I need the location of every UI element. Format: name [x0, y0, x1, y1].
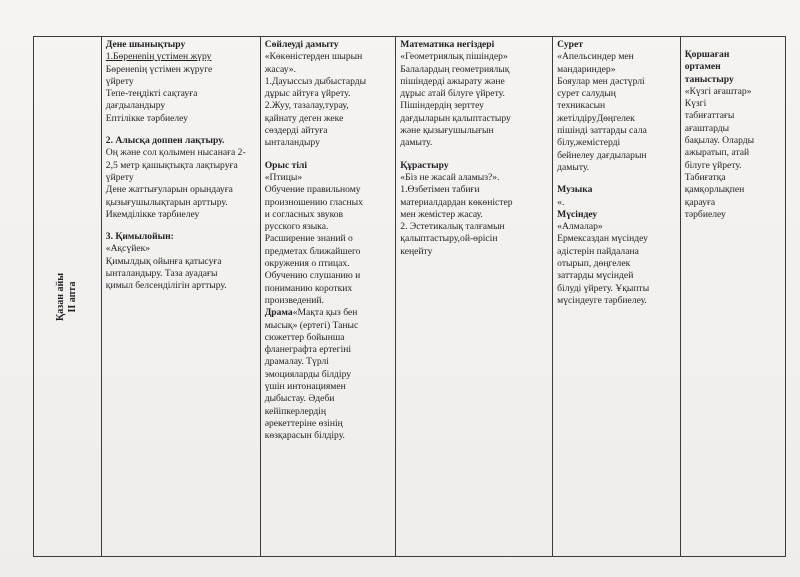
math-line: пішіндерді ажырату және [400, 75, 505, 87]
construction-title: Құрастыру [400, 159, 449, 171]
environment-title: таныстыру [684, 73, 734, 85]
modeling-line: мүсіндеуге тәрбиелеу. [557, 294, 647, 306]
pe-line: Бөренеnің үстімен жүруге [105, 63, 213, 75]
drama-line: драмалау. Түрлі [264, 356, 329, 368]
drawing-line: дамыту. [557, 161, 590, 173]
drawing-line: «Апельсиндер мен [557, 51, 634, 63]
modeling-line: білуді үйрету. Ұқыпты [557, 282, 650, 294]
drama-first-text: «Мақта қыз бен [292, 307, 358, 319]
drama-line: көзқарасын білдіру. [264, 430, 345, 442]
speech-line: жасау». [264, 63, 296, 75]
russian-line: предметах ближайшего [264, 245, 361, 257]
pe-line: қызығушылықтарын арттыру. [105, 196, 228, 208]
pe-line: ынталандыру. Таза ауадағы [105, 268, 218, 280]
period-month: Қазан айы [55, 272, 67, 321]
environment-line: «Күзгі ағаштар» [684, 85, 752, 97]
math-title: Математика негіздері [400, 39, 495, 50]
speech-line: 1.Дауыссыз дыбыстарды [264, 75, 367, 87]
pe-line: Икемділікке тәрбиелеу [105, 208, 200, 220]
environment-line: ағаштарды [684, 122, 730, 134]
pe-line: Тепе-теңдікті сақтауға [105, 88, 198, 100]
environment-title: ортамен [684, 61, 721, 73]
modeling-line: әдістерін пайдалана [557, 245, 639, 257]
russian-line: произведений. [264, 294, 324, 306]
construction-line: 2. Эстетикалық талғамын [400, 221, 505, 233]
modeling-line: «Алмалар» [557, 221, 603, 233]
drama-line: сюжеттер бойынша [264, 331, 345, 343]
lesson-plan-table [33, 36, 786, 557]
drama-title: Драма [264, 307, 293, 319]
russian-line: произношению гласных [264, 196, 363, 208]
modeling-title: Мүсіндеу [557, 208, 598, 220]
math-line: дағдыларын қалыптастыру [400, 112, 511, 124]
music-title: Музыка [557, 184, 593, 196]
pe-line: Ептілікке тәрбиелеу [105, 112, 188, 124]
construction-line: материалдардан көкөністер [400, 196, 513, 208]
environment-line: бақылау. Оларды [684, 135, 755, 147]
math-line: дамыту. [400, 137, 433, 149]
pe-title: Дене шынықтыру [105, 39, 186, 50]
environment-cell [680, 37, 785, 557]
pe-sub1: 1.Бөренеnің үстімен жүру [105, 51, 212, 63]
pe-line: қимыл белсенділігін арттыру. [105, 280, 227, 292]
construction-line: мен жемістер жасау. [400, 208, 483, 220]
drawing-line: Бояулар мен дәстүрлі [557, 75, 645, 87]
drawing-line: пішінді заттарды сала [557, 125, 647, 137]
pe-line: үйрету [105, 75, 134, 87]
construction-line: қалыптастыру,ой-өрісін [400, 233, 498, 245]
period-label [55, 272, 79, 320]
speech-title: Сөйлеуді дамыту [264, 39, 339, 50]
speech-line: қайнату деген жеке [264, 112, 344, 124]
russian-line: «Птицы» [264, 171, 303, 183]
drama-line: фланеграфта ертегіні [264, 344, 352, 356]
speech-line: ынталандыру [264, 137, 320, 149]
period-cell [34, 37, 102, 557]
environment-line: Табиғатқа [684, 171, 726, 183]
environment-line: ажыратып, атай [684, 147, 750, 159]
pe-line: «Ақсүйек» [105, 243, 151, 255]
drama-line: үшін интонациямен [264, 381, 346, 393]
art-cell [553, 37, 681, 557]
pe-line: Қимылдық ойынға қатысуға [105, 255, 222, 267]
speech-line: 2.Жуу, тазалау,турау, [264, 100, 349, 112]
math-line: «Геометриялық пішіндер» [400, 51, 508, 63]
russian-line: Обучение правильному [264, 184, 361, 196]
drawing-line: сурет салудың [557, 88, 616, 100]
pe-sub3-title: 3. Қимылойын: [105, 231, 174, 243]
speech-development-cell [260, 37, 396, 557]
speech-line: дұрыс айтуға үйрету. [264, 88, 351, 100]
music-line: «. [557, 196, 565, 208]
drama-line: мысық» (ертегі) Таныс [264, 319, 359, 331]
modeling-line: Ермексаздан мүсіндеу [557, 233, 648, 245]
drawing-line: техникасын [557, 100, 606, 112]
construction-line: «Біз не жасай аламыз?». [400, 171, 500, 183]
pe-line: үйрету [105, 171, 134, 183]
pe-line: 2,5 метр қашықтықта лақтыруға [105, 159, 238, 171]
mathematics-cell [396, 37, 553, 557]
drama-line: кейіпкерлердің [264, 405, 327, 417]
environment-title: Қоршаған [684, 49, 730, 60]
russian-line: пониманию коротких [264, 282, 353, 294]
russian-line: Расширение знаний о [264, 233, 353, 245]
construction-line: 1.Өзбетімен табиғи [400, 184, 480, 196]
modeling-line: заттарды мүсіндей [557, 270, 634, 282]
pe-line: дағдыландыру [105, 100, 166, 112]
pe-line: Оң және сол қолымен нысанаға 2- [105, 147, 246, 159]
pe-line: Дене жаттығуларын орындауға [105, 184, 233, 196]
speech-line: сөздерді айтуға [264, 125, 328, 137]
drama-first-line [265, 307, 392, 319]
construction-line: кеңейту [400, 245, 433, 257]
period-week: II апта [67, 281, 79, 312]
physical-education-cell [101, 37, 260, 557]
math-line: Пішіндердің зерттеу [400, 100, 484, 112]
russian-line: окружения о птицах. [264, 258, 350, 270]
drama-line: әрекеттеріне өзінің [264, 417, 343, 429]
math-line: Балалардың геометриялық [400, 63, 510, 75]
environment-line: білуге үйрету. [684, 159, 742, 171]
russian-line: русского языка. [264, 221, 329, 233]
drawing-line: бейнелеу дағдыларын [557, 149, 647, 161]
russian-line: и согласных звуков [264, 208, 344, 220]
drawing-line: білу,жемістерді [557, 137, 621, 149]
environment-line: қамқорлықпен [684, 184, 745, 196]
drawing-line: жетілдіруДөңгелек [557, 112, 635, 124]
pe-sub2-title: 2. Алысқа доппен лақтыру. [105, 135, 225, 147]
environment-line: Күзгі [684, 98, 707, 110]
drama-line: дыбыстау. Әдеби [264, 393, 335, 405]
speech-line: «Көкөністерден шырын [264, 51, 363, 63]
drawing-line: мандариндер» [557, 63, 616, 75]
environment-line: қарауға [684, 196, 716, 208]
math-line: және қызығушылығын [400, 125, 494, 137]
russian-title: Орыс тілі [264, 159, 308, 171]
environment-line: табиғаттағы [684, 110, 735, 122]
table-row [34, 37, 786, 557]
math-line: дұрыс атай білуге үйрету. [400, 88, 505, 100]
russian-line: Обучению слушанию и [264, 270, 361, 282]
modeling-line: отырып, дөңгелек [557, 258, 631, 270]
environment-line: тәрбиелеу [684, 208, 726, 220]
drawing-title: Сурет [557, 39, 583, 50]
drama-line: эмоцияларды білдіру [264, 368, 352, 380]
